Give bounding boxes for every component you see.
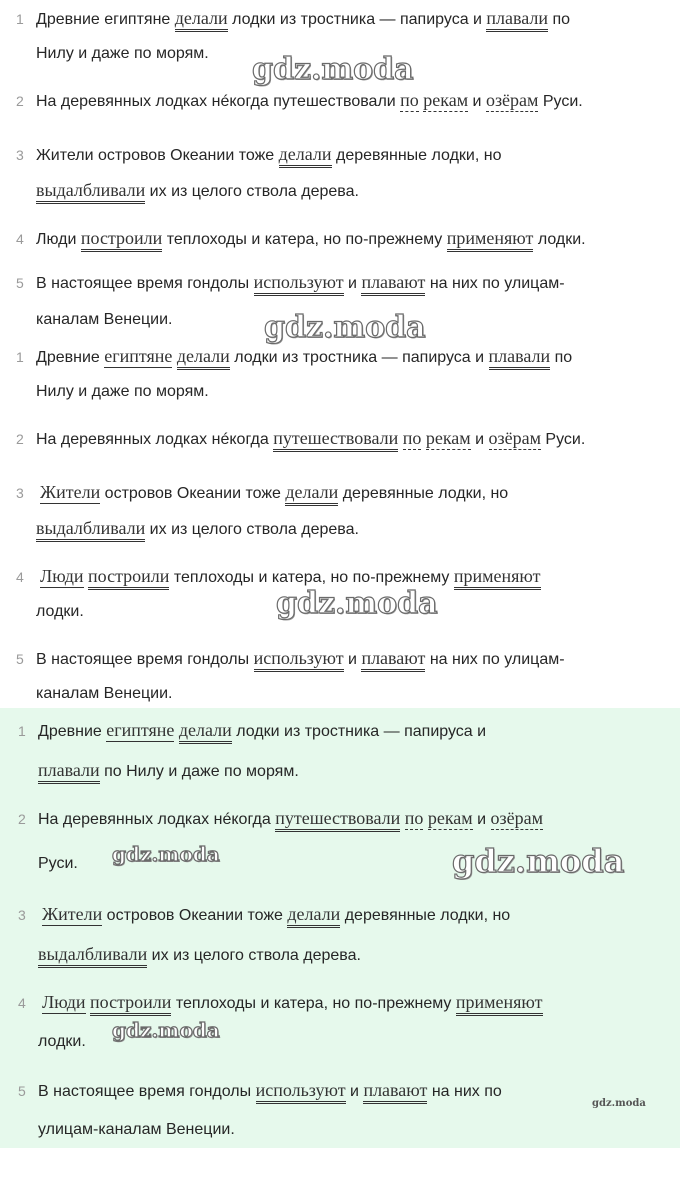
watermark: gdz.moda	[112, 842, 220, 866]
plain-text: теплоходы и катера, но по-прежнему	[162, 231, 447, 248]
plain-text: лодки из тростника — папируса и	[231, 723, 487, 740]
plain-text: теплоходы и катера, но по-прежнему	[169, 569, 454, 586]
sentence-number: 4	[16, 231, 24, 247]
sentence-number: 1	[16, 11, 24, 27]
plain-text: и	[470, 431, 489, 448]
watermark: gdz.moda	[452, 842, 625, 880]
plain-text: Руси.	[38, 855, 78, 872]
plain-text: по Нилу и даже по морям.	[99, 763, 299, 780]
sentence-number: 4	[18, 995, 26, 1011]
plain-text: лодки из тростника — папируса и	[229, 349, 489, 366]
subject-underline: Жители	[42, 904, 103, 924]
plain-text: Древние	[36, 349, 105, 366]
plain-text: На деревянных лодках нéкогда путешествовали	[36, 93, 401, 110]
plain-text: деревянные лодки, но	[338, 485, 509, 502]
plain-text: лодки.	[533, 231, 586, 248]
plain-text: Люди	[36, 231, 81, 248]
predicate-underline: выдалбливали	[36, 518, 145, 542]
sentence-number: 3	[16, 147, 24, 163]
predicate-underline: плавали	[489, 346, 551, 370]
predicate-underline: путешествовали	[273, 428, 398, 452]
sentence-block-1	[0, 0, 680, 345]
plain-text: Нилу и даже по морям.	[36, 45, 209, 62]
plain-text: теплоходы и катера, но по-прежнему	[171, 995, 456, 1012]
sentence-number: 2	[16, 431, 24, 447]
predicate-underline: делали	[177, 346, 230, 370]
circumstance-underline: рекам	[425, 428, 471, 448]
plain-text: лодки.	[38, 1033, 86, 1050]
sentence-number: 1	[16, 349, 24, 365]
plain-text: на них по	[427, 1083, 502, 1100]
plain-text: и	[345, 1083, 364, 1100]
plain-text: на них по улицам-	[425, 275, 565, 292]
plain-text: их из целого ствола дерева.	[145, 183, 359, 200]
predicate-underline: плавали	[486, 8, 548, 32]
sentence-number: 2	[16, 93, 24, 109]
plain-text: Нилу и даже по морям.	[36, 383, 209, 400]
plain-text: В настоящее время гондолы	[36, 651, 254, 668]
plain-text: На деревянных лодках нéкогда	[36, 431, 274, 448]
predicate-underline: выдалбливали	[36, 180, 145, 204]
subject-underline: египтяне	[104, 346, 173, 366]
plain-text: Древние египтяне	[36, 11, 175, 28]
watermark: gdz.moda	[112, 1018, 220, 1042]
plain-text: каналам Венеции.	[36, 685, 173, 702]
circumstance-underline: по	[400, 90, 419, 110]
plain-text: лодки.	[36, 603, 84, 620]
subject-underline: Люди	[40, 566, 84, 586]
predicate-underline: делали	[285, 482, 338, 506]
circumstance-underline: рекам	[427, 808, 473, 828]
predicate-underline: построили	[81, 228, 162, 252]
predicate-underline: плавают	[361, 648, 425, 672]
sentence-number: 5	[18, 1083, 26, 1099]
plain-text: улицам-каналам Венеции.	[38, 1121, 235, 1138]
plain-text: В настоящее время гондолы	[36, 275, 254, 292]
plain-text: по	[550, 349, 573, 366]
predicate-underline: путешествовали	[275, 808, 400, 832]
plain-text: по	[548, 11, 571, 28]
plain-text: их из целого ствола дерева.	[145, 521, 359, 538]
subject-underline: Люди	[42, 992, 86, 1012]
predicate-underline: делали	[179, 720, 232, 744]
circumstance-underline: по	[402, 428, 422, 448]
predicate-underline: делали	[279, 144, 332, 168]
sentence-number: 5	[16, 651, 24, 667]
sentence-block-3	[0, 708, 680, 1148]
plain-text: В настоящее время гондолы	[38, 1083, 256, 1100]
plain-text: и	[343, 651, 362, 668]
sentence-number: 5	[16, 275, 24, 291]
circumstance-underline: озёрам	[485, 90, 539, 110]
predicate-underline: плавают	[361, 272, 425, 296]
circumstance-underline: озёрам	[490, 808, 543, 828]
sentence-number: 3	[16, 485, 24, 501]
predicate-underline: построили	[88, 566, 169, 590]
predicate-underline: делали	[287, 904, 340, 928]
plain-text: лодки из тростника — папируса и	[227, 11, 487, 28]
watermark: gdz.moda	[264, 310, 426, 345]
circumstance-underline: озёрам	[488, 428, 541, 448]
predicate-underline: построили	[90, 992, 171, 1016]
plain-text: их из целого ствола дерева.	[147, 947, 361, 964]
plain-text: деревянные лодки, но	[340, 907, 511, 924]
plain-text: Древние	[38, 723, 107, 740]
predicate-underline: плавают	[363, 1080, 427, 1104]
plain-text: островов Океании тоже	[102, 907, 288, 924]
watermark: gdz.moda	[252, 52, 414, 87]
plain-text: Жители островов Океании тоже	[36, 147, 279, 164]
sentence-number: 4	[16, 569, 24, 585]
sentence-number: 2	[18, 811, 26, 827]
plain-text: на них по улицам-	[425, 651, 565, 668]
plain-text: островов Океании тоже	[100, 485, 286, 502]
watermark: gdz.moda	[592, 1098, 646, 1109]
plain-text: и	[343, 275, 362, 292]
subject-underline: египтяне	[106, 720, 175, 740]
predicate-underline: используют	[254, 272, 344, 296]
circumstance-underline: рекам	[423, 90, 469, 110]
predicate-underline: выдалбливали	[38, 944, 147, 968]
predicate-underline: плавали	[38, 760, 100, 784]
predicate-underline: используют	[256, 1080, 346, 1104]
plain-text: каналам Венеции.	[36, 311, 173, 328]
predicate-underline: делали	[175, 8, 228, 32]
plain-text: и	[468, 93, 486, 110]
subject-underline: Жители	[40, 482, 101, 502]
sentence-number: 3	[18, 907, 26, 923]
plain-text: Руси.	[540, 431, 586, 448]
predicate-underline: используют	[254, 648, 344, 672]
circumstance-underline: по	[404, 808, 424, 828]
sentence-block-2	[0, 340, 680, 708]
predicate-underline: применяют	[447, 228, 534, 252]
watermark: gdz.moda	[276, 586, 438, 621]
plain-text: На деревянных лодках нéкогда	[38, 811, 276, 828]
predicate-underline: применяют	[454, 566, 541, 590]
sentence-number: 1	[18, 723, 26, 739]
plain-text: деревянные лодки, но	[331, 147, 502, 164]
plain-text: Руси.	[538, 93, 583, 110]
plain-text: и	[472, 811, 491, 828]
predicate-underline: применяют	[456, 992, 543, 1016]
